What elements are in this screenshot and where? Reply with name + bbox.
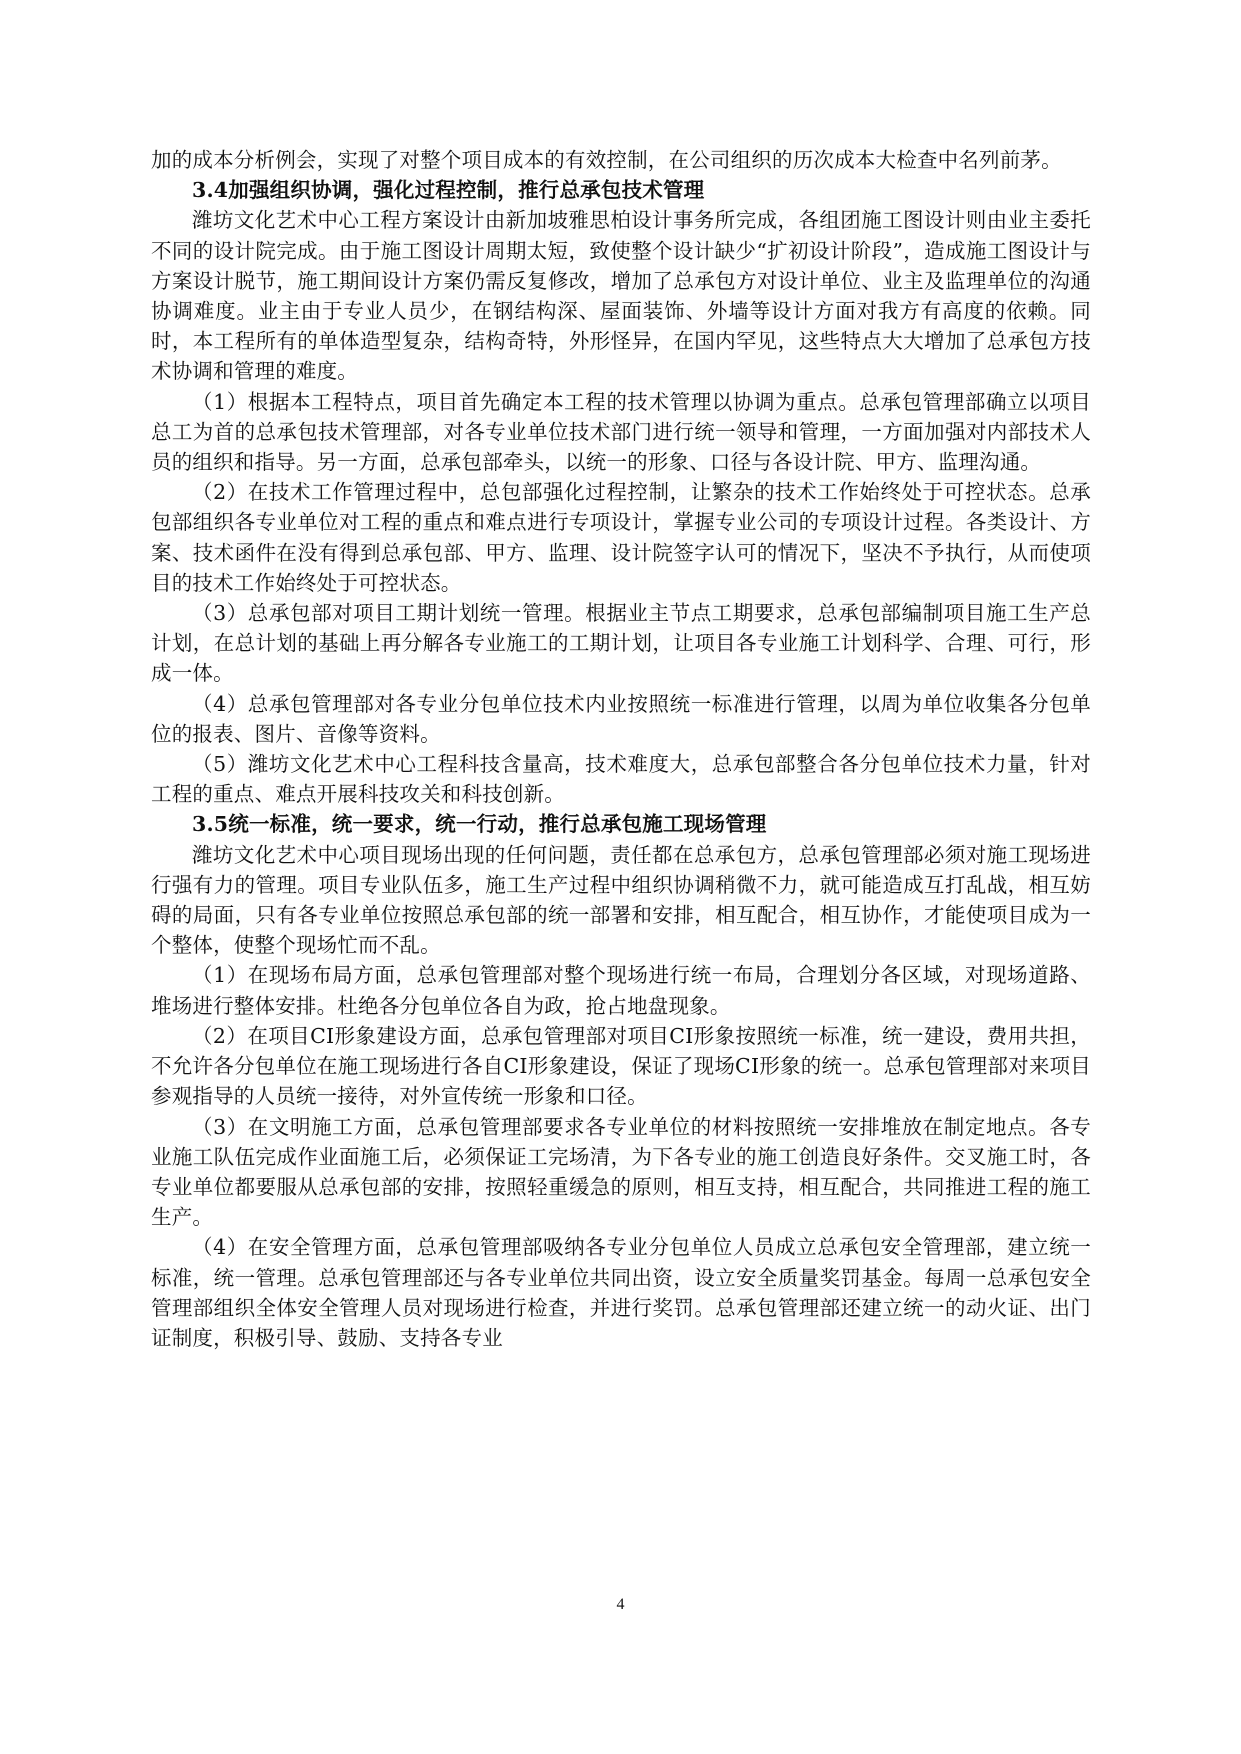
body-paragraph: （4）在安全管理方面，总承包管理部吸纳各专业分包单位人员成立总承包安全管理部，建立统一标准，统一管理。总承包管理部还与各专业单位共同出资，设立安全质量奖罚基金。每周一总承包安全管理部组织全体安全管理人员对现场进行检查，并进行奖罚。总承包管理部还建立统一的动火证、出门证制度，积极引导、鼓励、支持各专业 [151,1235,1091,1350]
body-paragraph: 潍坊文化艺术中心项目现场出现的任何问题，责任都在总承包方，总承包管理部必须对施工现场进行强有力的管理。项目专业队伍多，施工生产过程中组织协调稍微不力，就可能造成互打乱战，相互妨碍的局面，只有各专业单位按照总承包部的统一部署和安排，相互配合，相互协作，才能使项目成为一个整体，使整个现场忙而不乱。 [151,842,1091,958]
body-paragraph: （1）在现场布局方面，总承包管理部对整个现场进行统一布局，合理划分各区域，对现场道路、堆场进行整体安排。杜绝各分包单位各自为政，抢占地盘现象。 [151,963,1091,1018]
body-paragraph: （3）在文明施工方面，总承包管理部要求各专业单位的材料按照统一安排堆放在制定地点。各专业施工队伍完成作业面施工后，必须保证工完场清，为下各专业的施工创造良好条件。交叉施工时，各专业单位都要服从总承包部的安排，按照轻重缓急的原则，相互支持，相互配合，共同推进工程的施工生产。 [151,1114,1091,1230]
body-paragraph: （2）在技术工作管理过程中，总包部强化过程控制，让繁杂的技术工作始终处于可控状态。总承包部组织各专业单位对工程的重点和难点进行专项设计，掌握专业公司的专项设计过程。各类设计、方案、技术函件在没有得到总承包部、甲方、监理、设计院签字认可的情况下，坚决不予执行，从而使项目的技术工作始终处于可控状态。 [151,480,1091,595]
body-paragraph: 加的成本分析例会，实现了对整个项目成本的有效控制，在公司组织的历次成本大检查中名列前茅。 [151,148,1062,172]
page-body [151,145,1091,1353]
body-paragraph: 潍坊文化艺术中心工程方案设计由新加坡雅思柏设计事务所完成，各组团施工图设计则由业主委托不同的设计院完成。由于施工图设计周期太短，致使整个设计缺少“扩初设计阶段”，造成施工图设计与方案设计脱节，施工期间设计方案仍需反复修改，增加了总承包方对设计单位、业主及监理单位的沟通协调难度。业主由于专业人员少，在钢结构深、屋面装饰、外墙等设计方面对我方有高度的依赖。同时，本工程所有的单体造型复杂，结构奇特，外形怪异，在国内罕见，这些特点大大增加了总承包方技术协调和管理的难度。 [151,208,1091,384]
section-heading: 3.5统一标准，统一要求，统一行动，推行总承包施工现场管理 [192,812,767,837]
body-paragraph: （1）根据本工程特点，项目首先确定本工程的技术管理以协调为重点。总承包管理部确立以项目总工为首的总承包技术管理部，对各专业单位技术部门进行统一领导和管理，一方面加强对内部技术人员的组织和指导。另一方面，总承包部牵头，以统一的形象、口径与各设计院、甲方、监理沟通。 [151,389,1091,475]
page-number: 4 [616,1596,625,1613]
body-paragraph: （4）总承包管理部对各专业分包单位技术内业按照统一标准进行管理，以周为单位收集各分包单位的报表、图片、音像等资料。 [151,691,1091,746]
body-paragraph: （5）潍坊文化艺术中心工程科技含量高，技术难度大，总承包部整合各分包单位技术力量，针对工程的重点、难点开展科技攻关和科技创新。 [151,752,1091,807]
body-paragraph: （2）在项目CI形象建设方面，总承包管理部对项目CI形象按照统一标准，统一建设，费用共担，不允许各分包单位在施工现场进行各自CI形象建设，保证了现场CI形象的统一。总承包管理部对来项目参观指导的人员统一接待，对外宣传统一形象和口径。 [151,1023,1091,1109]
section-heading: 3.4加强组织协调，强化过程控制，推行总承包技术管理 [192,178,705,203]
body-paragraph: （3）总承包部对项目工期计划统一管理。根据业主节点工期要求，总承包部编制项目施工生产总计划，在总计划的基础上再分解各专业施工的工期计划，让项目各专业施工计划科学、合理、可行，形成一体。 [151,601,1091,686]
